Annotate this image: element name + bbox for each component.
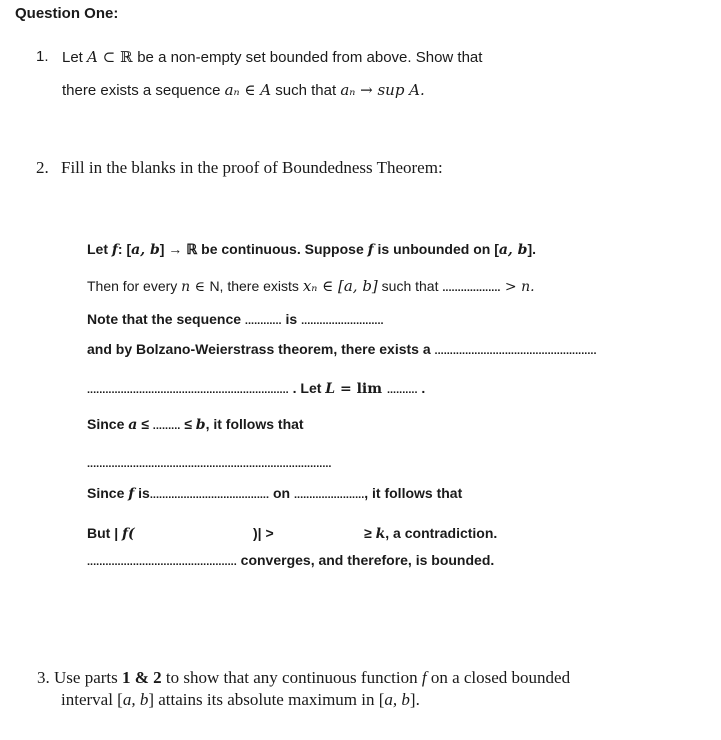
blank-9: ....................................... xyxy=(149,489,270,501)
blank-2: ............ xyxy=(244,315,282,327)
proof-line-5: .................................................................. . Let L = lim .......... . xyxy=(87,380,426,397)
q2-number: 2. xyxy=(36,158,49,177)
q3-line1: 3. Use parts 1 & 2 to show that any continuous function f on a closed bounded xyxy=(37,668,571,687)
question-heading: Question One: xyxy=(15,5,119,22)
blank-10: ....................... xyxy=(293,489,365,501)
q1-line1: Let A ⊂ ℝ be a non-empty set bounded from above. Show that xyxy=(62,48,483,66)
blank-1: ................... xyxy=(442,282,501,294)
proof-line-8: Since f is....................................... on ......................., it follows that xyxy=(87,485,463,502)
proof-line-2: Then for every n ∈ N, there exists xₙ ∈ [a, b] such that ................... > n. xyxy=(87,277,535,295)
q3-line2: interval [a, b] attains its absolute maximum in [a, b]. xyxy=(61,690,420,709)
proof-line-9a: But | f( xyxy=(87,525,135,542)
proof-line-10: ................................................. converges, and therefore, is bounded. xyxy=(87,552,495,568)
proof-line-9b: )| > xyxy=(253,525,274,541)
blank-6: .......... xyxy=(386,384,418,396)
blank-4: ..................................................... xyxy=(434,345,597,357)
proof-line-7 xyxy=(87,454,332,470)
blank-5: .................................................................. xyxy=(87,384,289,396)
q2-text: Fill in the blanks in the proof of Boundedness Theorem: xyxy=(61,158,443,177)
proof-line-1: Let f: [a, b] → ℝ be continuous. Suppose f is unbounded on [a, b]. xyxy=(87,241,537,258)
q1-number: 1. xyxy=(36,48,49,65)
proof-line-6: Since a ≤ ......... ≤ b, it follows that xyxy=(87,416,304,433)
blank-7: ......... xyxy=(152,420,181,432)
blank-3: ........................... xyxy=(301,315,384,327)
proof-line-3: Note that the sequence ............ is ........................... xyxy=(87,311,384,327)
blank-8: ................................................................................ xyxy=(87,458,332,470)
proof-line-4: and by Bolzano-Weierstrass theorem, there exists a ..................................................... xyxy=(87,341,597,357)
blank-11: ................................................. xyxy=(87,556,237,568)
q1-line2: there exists a sequence aₙ ∈ A such that aₙ → sup A. xyxy=(62,81,425,99)
proof-line-9c: ≥ k, a contradiction. xyxy=(364,525,498,542)
